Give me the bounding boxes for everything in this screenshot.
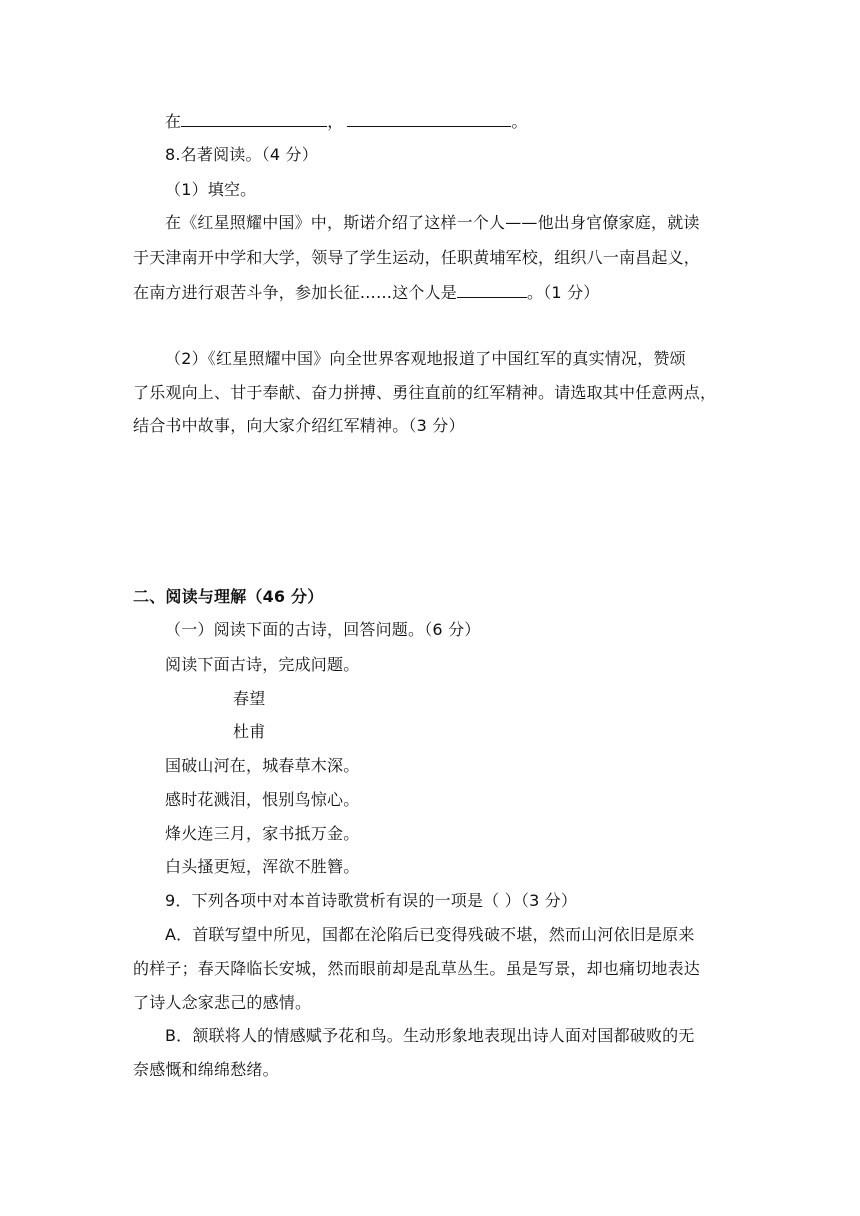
fill-comma: ， xyxy=(327,112,344,131)
answer-blank-1[interactable] xyxy=(181,110,327,127)
q8-sub2-line-3: 结合书中故事，向大家介绍红军精神。（3 分） xyxy=(133,416,465,435)
answer-blank-2[interactable] xyxy=(347,110,511,127)
q8-sub2-line-1: （2）《红星照耀中国》向全世界客观地报道了中国红军的真实情况，赞颂 xyxy=(165,349,686,368)
q8-sub1-line-1: 在《红星照耀中国》中，斯诺介绍了这样一个人——他出身官僚家庭，就读 xyxy=(165,213,700,232)
poem-line-1: 国破山河在，城春草木深。 xyxy=(165,756,360,775)
q9-option-a-line-3: 了诗人念家悲己的感情。 xyxy=(133,993,312,1012)
q8-sub2-line-2: 了乐观向上、甘于奉献、奋力拼搏、勇往直前的红军精神。请选取其中任意两点， xyxy=(133,383,717,402)
q8-title: 8.名著阅读。（4 分） xyxy=(165,145,318,164)
poem-line-2: 感时花溅泪，恨别鸟惊心。 xyxy=(165,790,360,809)
answer-blank-person[interactable] xyxy=(457,281,527,298)
q8-sub1-line-2: 于天津南开中学和大学，领导了学生运动，任职黄埔军校，组织八一南昌起义， xyxy=(133,248,701,267)
poem-instruction: 阅读下面古诗，完成问题。 xyxy=(165,655,360,674)
q9-stem: 9．下列各项中对本首诗歌赏析有误的一项是（ ）（3 分） xyxy=(165,891,578,910)
fill-in-line xyxy=(165,110,528,133)
q9-option-b-line-2: 奈感慨和绵绵愁绪。 xyxy=(133,1060,279,1079)
poem-title: 春望 xyxy=(233,689,266,708)
poem-line-3: 烽火连三月，家书抵万金。 xyxy=(165,824,360,843)
q9-option-a-line-2: 的样子；春天降临长安城，然而眼前却是乱草丛生。虽是写景，却也痛切地表达 xyxy=(133,959,701,978)
poem-author: 杜甫 xyxy=(233,722,266,741)
section2-part1-title: （一）阅读下面的古诗，回答问题。（6 分） xyxy=(165,620,481,639)
q8-sub1-label: （1）填空。 xyxy=(165,180,257,199)
q9-option-a-line-1: A．首联写望中所见，国都在沦陷后已变得残破不堪，然而山河依旧是原来 xyxy=(165,925,695,944)
fill-period: 。 xyxy=(511,112,528,131)
q9-option-b-line-1: B．颔联将人的情感赋予花和鸟。生动形象地表现出诗人面对国都破败的无 xyxy=(165,1026,695,1045)
q8-sub1-tail: 。（1 分） xyxy=(527,283,600,302)
q8-sub1-line-3 xyxy=(133,281,599,304)
fill-prefix: 在 xyxy=(165,112,182,131)
poem-line-4: 白头搔更短，浑欲不胜簪。 xyxy=(165,857,360,876)
section2-title: 二、阅读与理解（46 分） xyxy=(133,587,324,606)
q8-sub1-text: 在南方进行艰苦斗争，参加长征……这个人是 xyxy=(133,283,458,302)
